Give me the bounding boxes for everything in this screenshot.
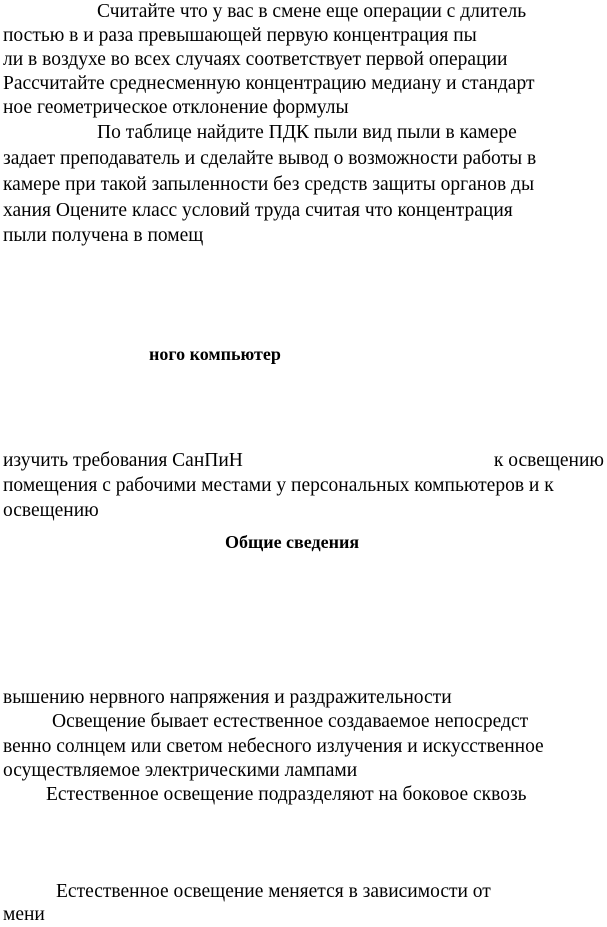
paragraph-line: ли в воздухе во всех случаях соответствует первой операции (3, 49, 508, 70)
section-heading: ного компьютер (149, 344, 281, 364)
paragraph-line: освещению (3, 500, 99, 521)
paragraph-line: Считайте что у вас в смене еще операции с длитель (97, 1, 527, 22)
paragraph-line: пыли получена в помещ (3, 225, 204, 246)
paragraph-line: По таблице найдите ПДК пыли вид пыли в камере (97, 122, 517, 143)
goal-text-left: изучить требования СанПиН (3, 450, 243, 471)
paragraph-line: мени (3, 904, 45, 925)
paragraph-line: задает преподаватель и сделайте вывод о возможности работы в (3, 148, 537, 169)
goal-line (3, 449, 604, 473)
paragraph-line: Естественное освещение меняется в зависимости от (56, 881, 491, 902)
paragraph-line: Рассчитайте среднесменную концентрацию медиану и стандарт (3, 73, 535, 94)
paragraph-line: Освещение бывает естественное создаваемое непосредст (52, 711, 529, 732)
paragraph-line: постью в и раза превышающей первую концентрация пы (3, 25, 477, 46)
section-heading: Общие сведения (225, 532, 360, 552)
paragraph-line: помещения с рабочими местами у персональных компьютеров и к (3, 475, 554, 496)
goal-text-right: к освещению (493, 450, 604, 471)
paragraph-line: ное геометрическое отклонение формулы (3, 97, 349, 118)
paragraph-line: вышению нервного напряжения и раздражительности (3, 687, 452, 708)
paragraph-line: Естественное освещение подразделяют на боковое сквозь (46, 784, 527, 805)
paragraph-line: осуществляемое электрическими лампами (3, 760, 358, 781)
paragraph-line: камере при такой запыленности без средств защиты органов ды (3, 174, 535, 195)
paragraph-line: хания Оцените класс условий труда считая что концентрация (3, 200, 513, 221)
paragraph-line: венно солнцем или светом небесного излучения и искусственное (3, 736, 544, 757)
